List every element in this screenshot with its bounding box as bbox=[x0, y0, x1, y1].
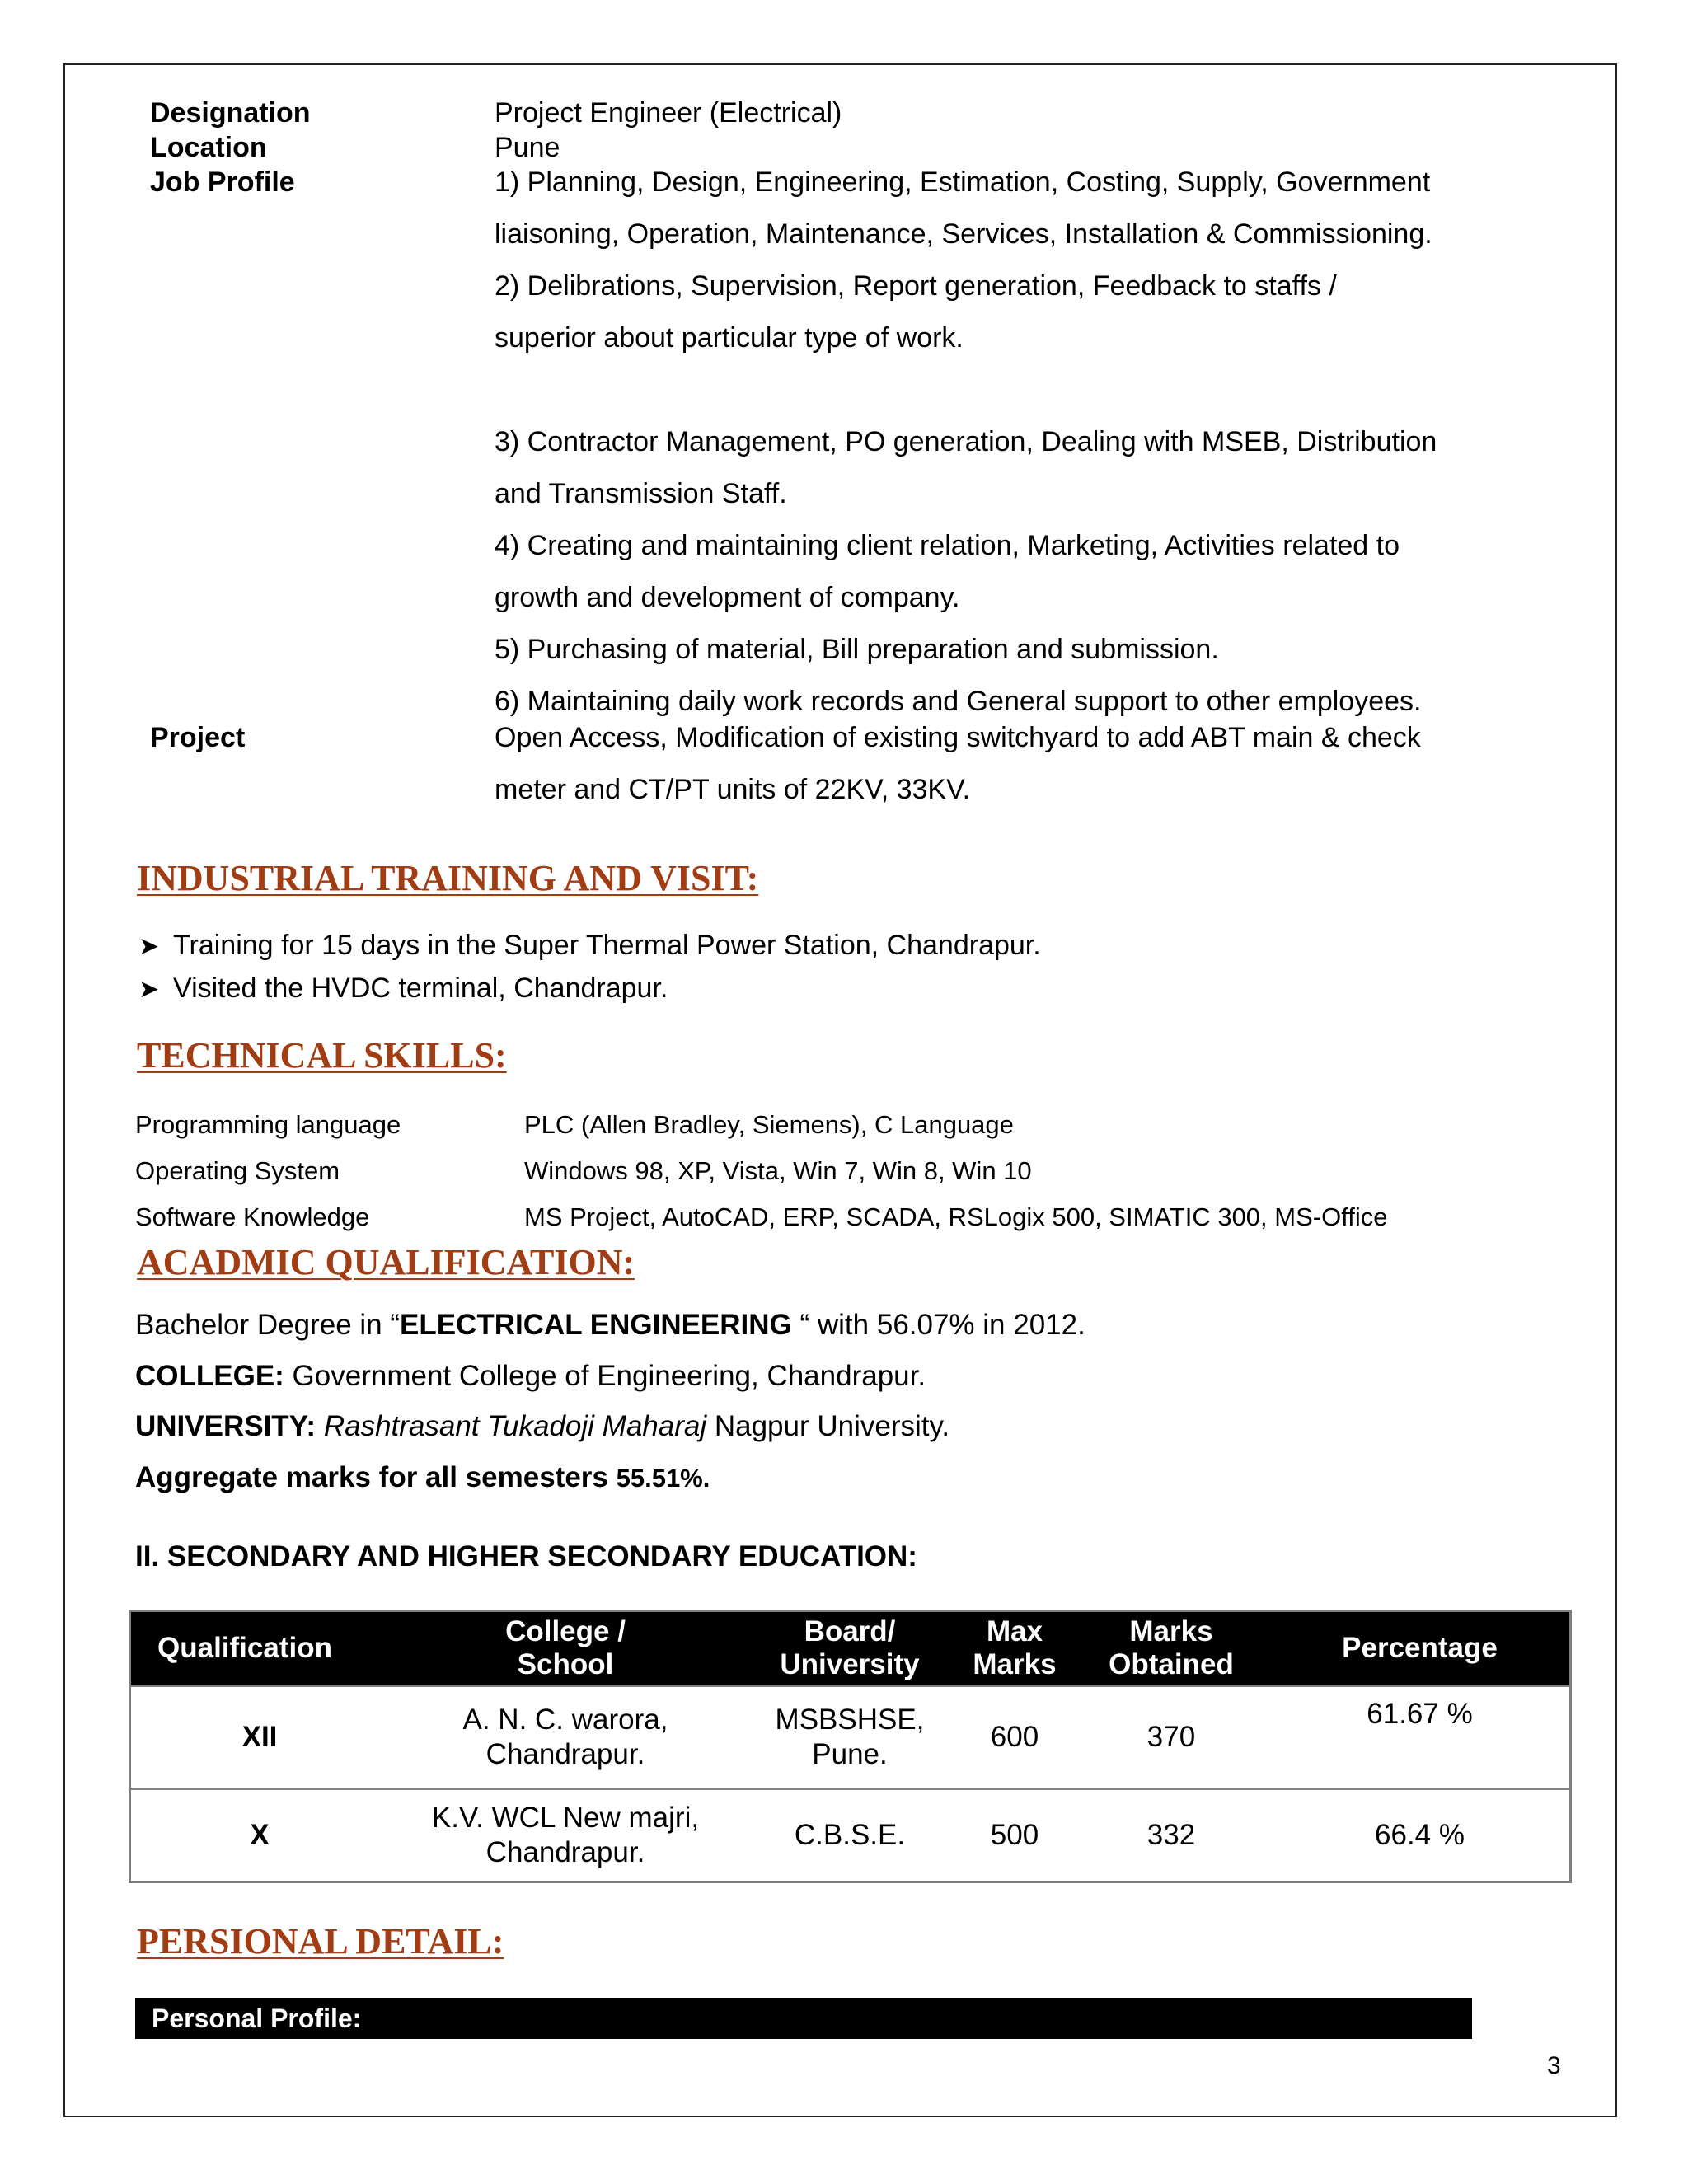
training-item-text: Training for 15 days in the Super Thermal Power Station, Chandrapur. bbox=[173, 930, 1041, 961]
cell-board: MSBSHSE, Pune. bbox=[743, 1686, 957, 1789]
college-line bbox=[135, 1360, 926, 1393]
aggregate-label: Aggregate marks for all semesters bbox=[135, 1461, 617, 1493]
cell-marks-obtained: 370 bbox=[1072, 1686, 1270, 1789]
aggregate-line bbox=[135, 1461, 710, 1494]
college-value: Government College of Engineering, Chandrapur. bbox=[284, 1360, 926, 1392]
arrow-bullet-icon: ➤ bbox=[138, 933, 160, 960]
training-item-text: Visited the HVDC terminal, Chandrapur. bbox=[173, 972, 668, 1004]
university-line bbox=[135, 1410, 950, 1443]
job-profile-line: 4) Creating and maintaining client relation, Marketing, Activities related to bbox=[495, 530, 1400, 561]
cell-percentage: 61.67 % bbox=[1270, 1686, 1571, 1789]
cell-school: A. N. C. warora, Chandrapur. bbox=[388, 1686, 743, 1789]
cell-percentage: 66.4 % bbox=[1270, 1789, 1571, 1882]
job-profile-line: growth and development of company. bbox=[495, 582, 960, 613]
job-profile-line: 1) Planning, Design, Engineering, Estimation, Costing, Supply, Government bbox=[495, 166, 1431, 198]
academic-heading: ACADMIC QUALIFICATION: bbox=[137, 1242, 635, 1282]
cell-school: K.V. WCL New majri, Chandrapur. bbox=[388, 1789, 743, 1882]
job-profile-line: superior about particular type of work. bbox=[495, 322, 964, 354]
job-profile-line: 5) Purchasing of material, Bill preparation and submission. bbox=[495, 634, 1219, 665]
degree-suffix: “ with 56.07% in 2012. bbox=[791, 1309, 1085, 1341]
header-percentage: Percentage bbox=[1270, 1611, 1571, 1686]
university-rest: Nagpur University. bbox=[706, 1410, 950, 1442]
header-max-marks: Max Marks bbox=[957, 1611, 1072, 1686]
cell-max-marks: 500 bbox=[957, 1789, 1072, 1882]
training-item bbox=[138, 930, 1041, 962]
project-line: Open Access, Modification of existing switchyard to add ABT main & check bbox=[495, 722, 1421, 753]
job-profile-line: liaisoning, Operation, Maintenance, Services, Installation & Commissioning. bbox=[495, 218, 1432, 250]
personal-heading: PERSIONAL DETAIL: bbox=[137, 1921, 504, 1961]
skill-label: Operating System bbox=[135, 1156, 340, 1185]
header-board: Board/ University bbox=[743, 1611, 957, 1686]
training-item bbox=[138, 972, 668, 1005]
table-header-row bbox=[130, 1611, 1571, 1686]
job-profile-line: and Transmission Staff. bbox=[495, 478, 787, 509]
cell-qualification: XII bbox=[130, 1686, 389, 1789]
personal-profile-bar: Personal Profile: bbox=[135, 1998, 1472, 2039]
college-label: COLLEGE: bbox=[135, 1360, 284, 1392]
skill-value: PLC (Allen Bradley, Siemens), C Language bbox=[524, 1110, 1014, 1139]
qualification-table bbox=[129, 1610, 1572, 1883]
degree-prefix: Bachelor Degree in “ bbox=[135, 1309, 400, 1341]
degree-name: ELECTRICAL ENGINEERING bbox=[400, 1309, 792, 1341]
skill-label: Programming language bbox=[135, 1110, 401, 1139]
cell-qualification: X bbox=[130, 1789, 389, 1882]
project-label: Project bbox=[150, 722, 246, 753]
cell-marks-obtained: 332 bbox=[1072, 1789, 1270, 1882]
aggregate-value: 55.51%. bbox=[616, 1464, 710, 1493]
header-marks-obtained: Marks Obtained bbox=[1072, 1611, 1270, 1686]
skill-value: Windows 98, XP, Vista, Win 7, Win 8, Win 10 bbox=[524, 1156, 1032, 1185]
location-label: Location bbox=[150, 132, 267, 163]
skill-label: Software Knowledge bbox=[135, 1202, 370, 1231]
table-row bbox=[130, 1789, 1571, 1882]
job-profile-line: 2) Delibrations, Supervision, Report generation, Feedback to staffs / bbox=[495, 270, 1337, 302]
cell-max-marks: 600 bbox=[957, 1686, 1072, 1789]
cell-board: C.B.S.E. bbox=[743, 1789, 957, 1882]
page-number: 3 bbox=[1547, 2052, 1561, 2079]
job-profile-label: Job Profile bbox=[150, 166, 295, 198]
location-value: Pune bbox=[495, 132, 560, 163]
university-name-italic: Rashtrasant Tukadoji Maharaj bbox=[323, 1410, 707, 1442]
designation-label: Designation bbox=[150, 97, 311, 129]
secondary-heading: II. SECONDARY AND HIGHER SECONDARY EDUCATION: bbox=[135, 1540, 917, 1572]
project-line: meter and CT/PT units of 22KV, 33KV. bbox=[495, 774, 971, 805]
university-label: UNIVERSITY: bbox=[135, 1410, 316, 1442]
table-row bbox=[130, 1686, 1571, 1789]
degree-line bbox=[135, 1309, 1085, 1342]
job-profile-line: 3) Contractor Management, PO generation, Dealing with MSEB, Distribution bbox=[495, 426, 1437, 457]
arrow-bullet-icon: ➤ bbox=[138, 976, 160, 1003]
skill-value: MS Project, AutoCAD, ERP, SCADA, RSLogix 500, SIMATIC 300, MS-Office bbox=[524, 1202, 1388, 1231]
header-qualification: Qualification bbox=[130, 1611, 389, 1686]
designation-value: Project Engineer (Electrical) bbox=[495, 97, 842, 129]
job-profile-line: 6) Maintaining daily work records and General support to other employees. bbox=[495, 686, 1422, 717]
training-heading: INDUSTRIAL TRAINING AND VISIT: bbox=[137, 858, 759, 898]
header-school: College / School bbox=[388, 1611, 743, 1686]
skills-heading: TECHNICAL SKILLS: bbox=[137, 1035, 507, 1076]
